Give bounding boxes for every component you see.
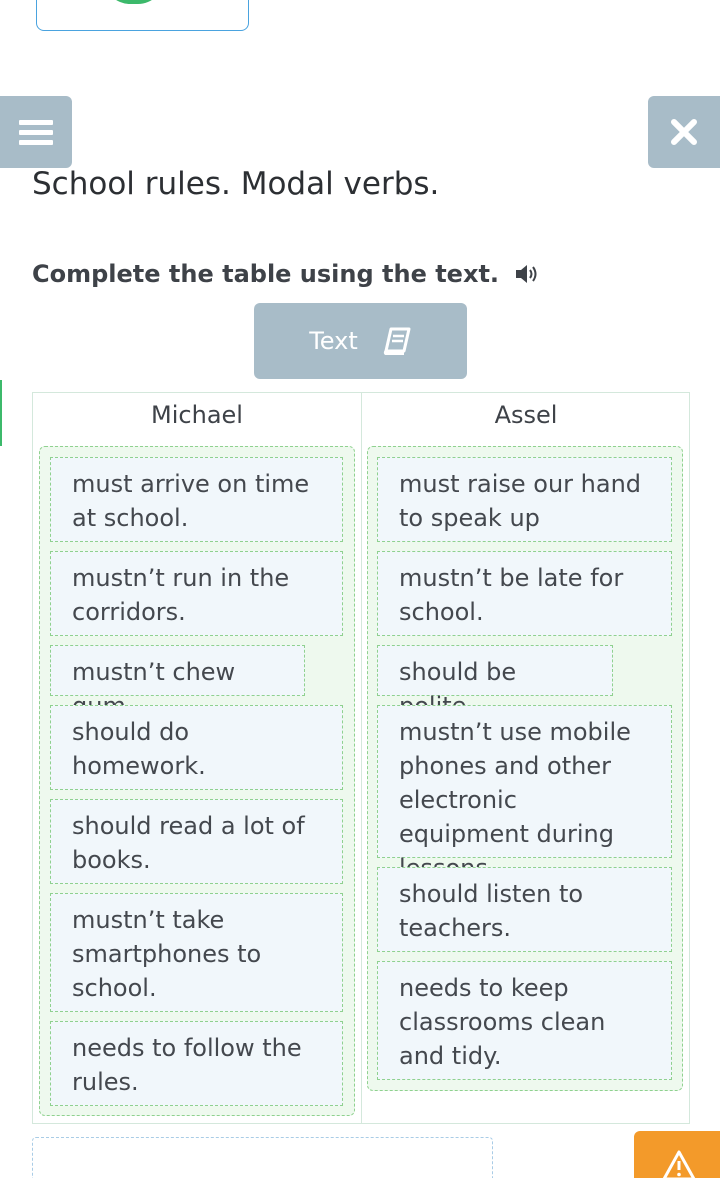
answer-card[interactable]: should be xyxy=(377,645,613,696)
column-header-michael: Michael xyxy=(151,401,243,429)
answer-card[interactable]: should read a lot of books. xyxy=(50,799,343,884)
report-button[interactable] xyxy=(634,1131,720,1178)
answer-card[interactable]: needs to follow the rules. xyxy=(50,1021,343,1106)
text-button[interactable] xyxy=(254,303,467,379)
answer-card[interactable]: must raise our hand to speak up xyxy=(377,457,672,542)
hamburger-menu-icon xyxy=(19,115,53,150)
answer-card[interactable]: should listen to teachers. xyxy=(377,867,672,952)
text-button-label: Text xyxy=(309,327,358,355)
answer-card[interactable]: must arrive on time at school. xyxy=(50,457,343,542)
answer-card[interactable]: mustn’t use mobile phones and other electronic equipment during xyxy=(377,705,672,858)
side-accent-mark xyxy=(0,380,2,446)
task-instruction xyxy=(32,260,541,288)
instruction-text: Complete the table using the text. xyxy=(32,260,500,288)
column-divider xyxy=(361,393,362,1123)
answer-card[interactable]: mustn’t be late for school. xyxy=(377,551,672,636)
answer-area[interactable] xyxy=(32,1137,493,1178)
answer-card[interactable]: should do homework. xyxy=(50,705,343,790)
close-button[interactable] xyxy=(648,96,720,168)
menu-button[interactable] xyxy=(0,96,72,168)
sorting-table xyxy=(32,392,690,1124)
answer-card[interactable]: needs to keep classrooms clean and tidy. xyxy=(377,961,672,1080)
warning-icon xyxy=(661,1149,697,1178)
close-icon xyxy=(669,117,699,147)
answer-card[interactable]: mustn’t take smartphones to school. xyxy=(50,893,343,1012)
answer-card[interactable]: mustn’t run in the corridors. xyxy=(50,551,343,636)
column-header-assel: Assel xyxy=(494,401,558,429)
answer-card[interactable]: mustn’t chew xyxy=(50,645,305,696)
top-answer-pill xyxy=(36,0,249,31)
book-icon xyxy=(382,327,412,355)
page-title: School rules. Modal verbs. xyxy=(32,166,440,202)
speaker-icon[interactable] xyxy=(513,260,541,288)
